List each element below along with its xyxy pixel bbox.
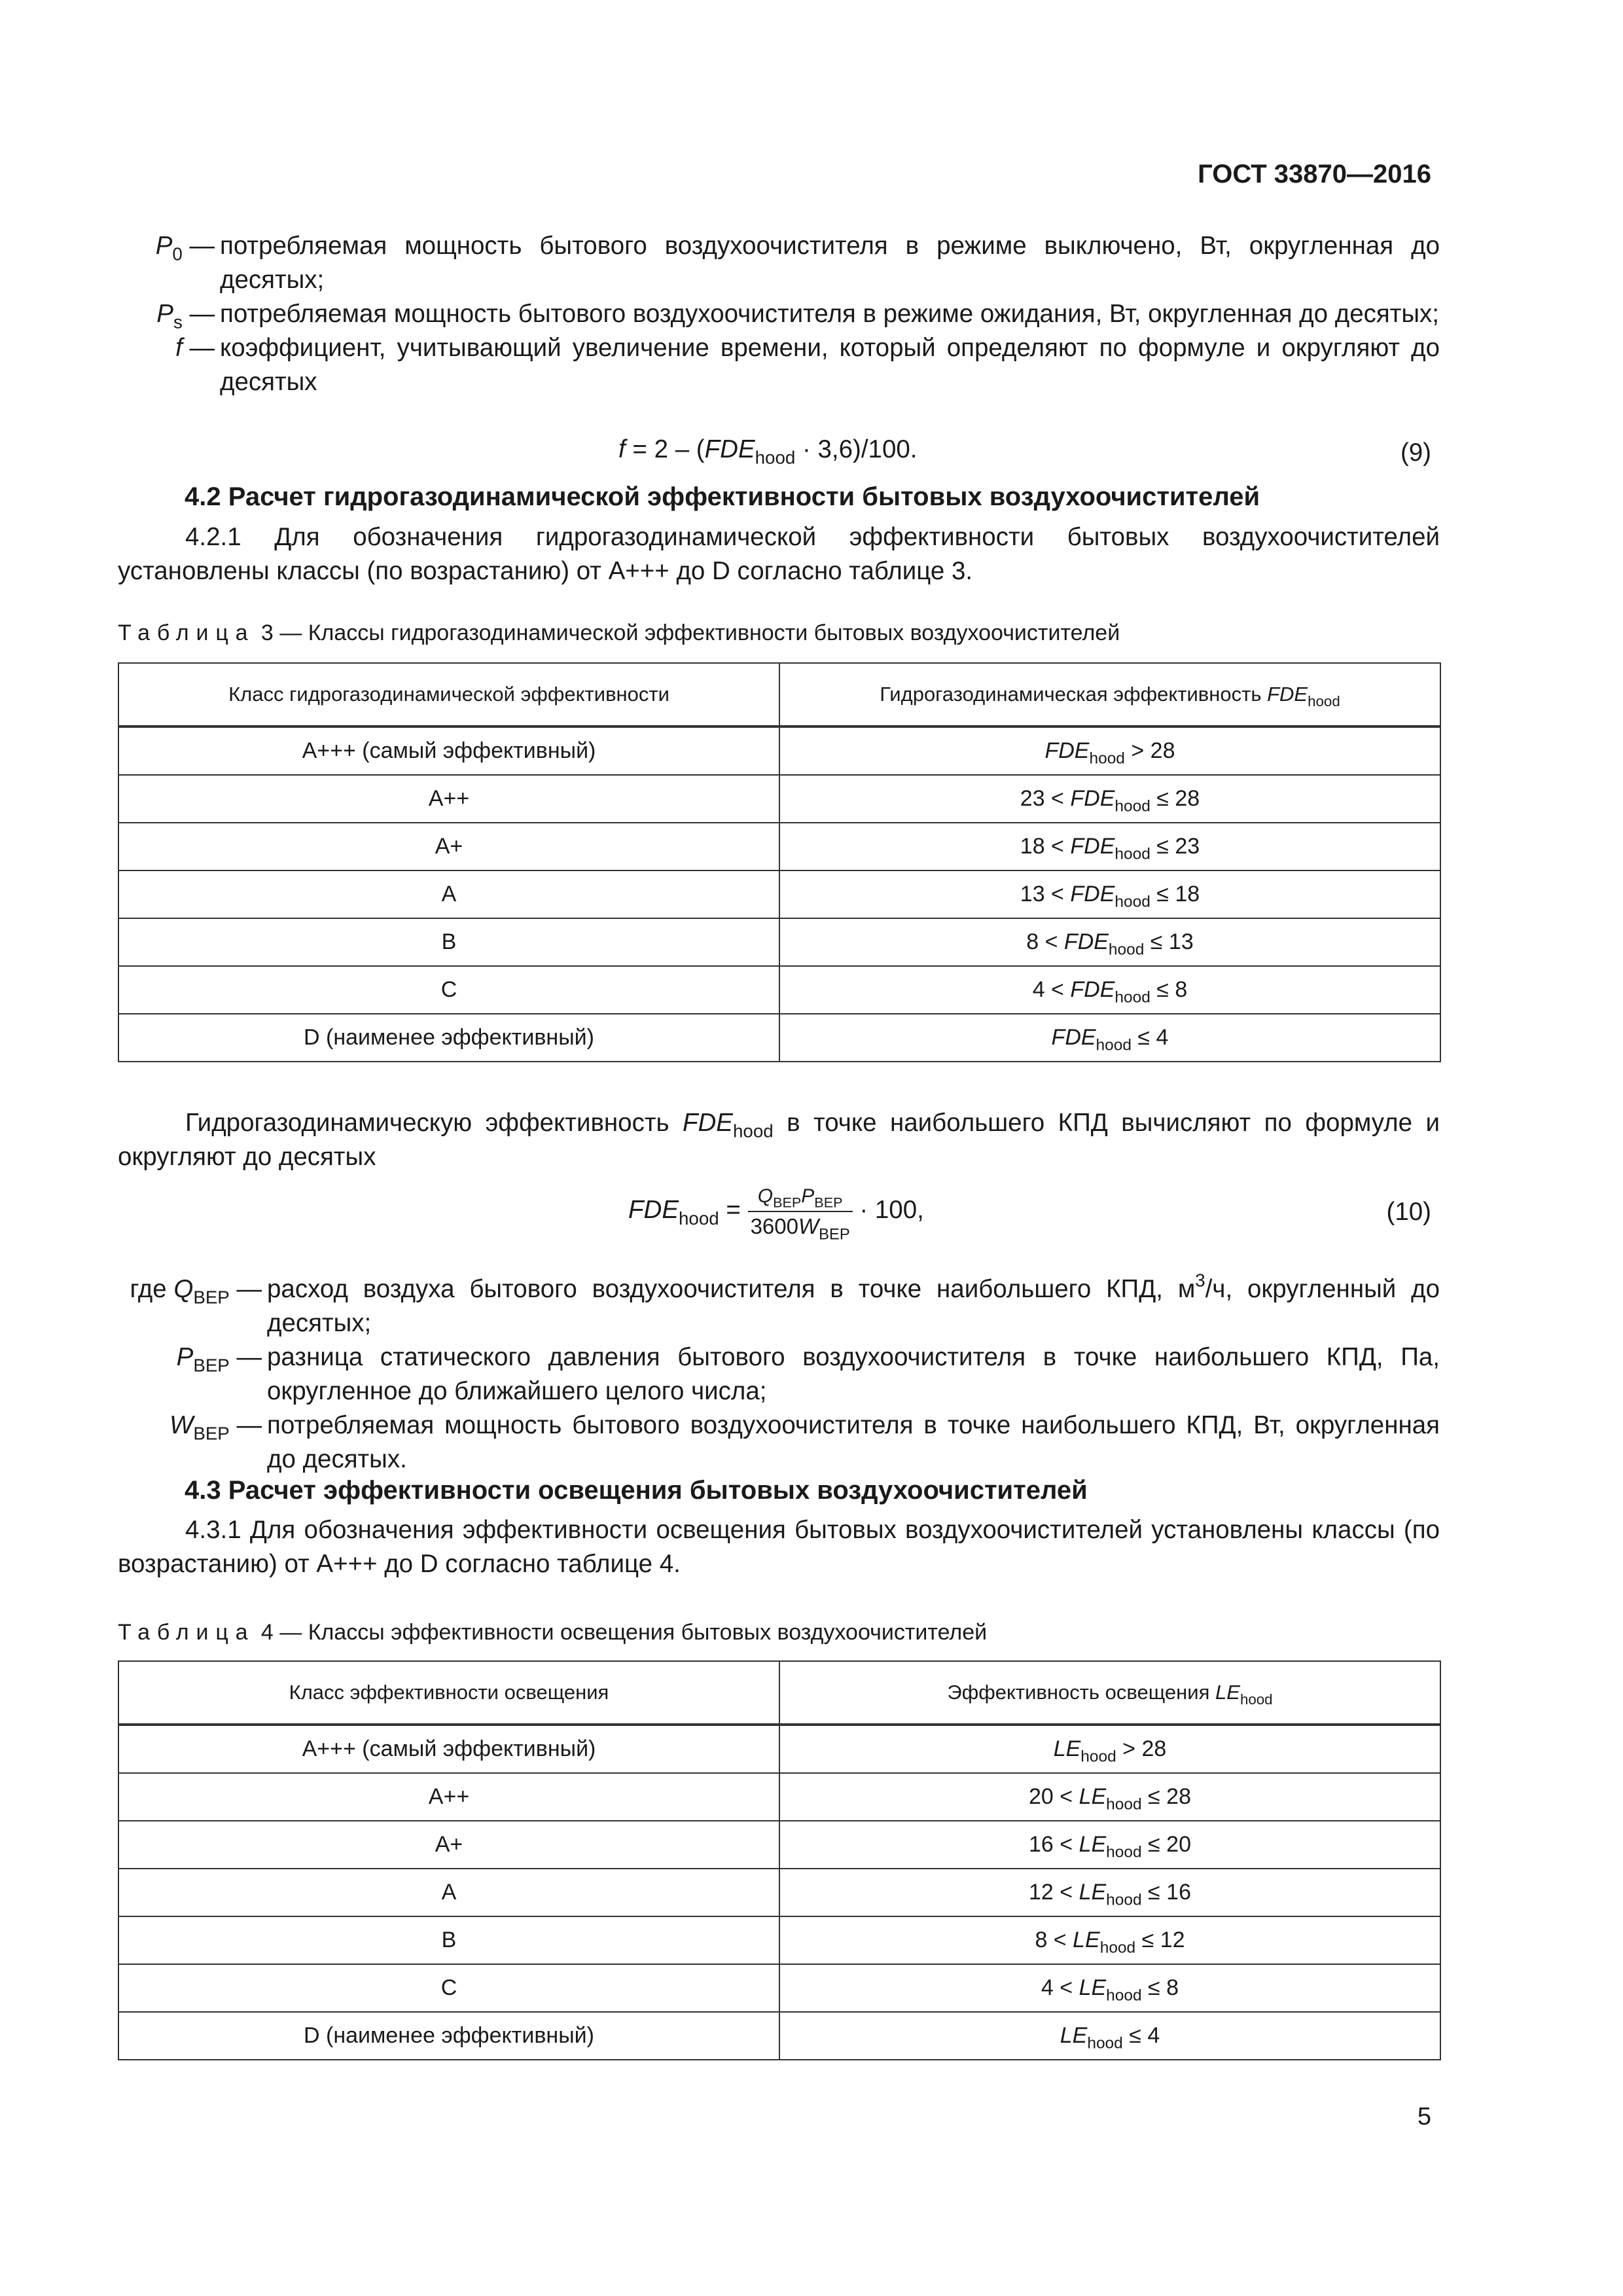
table-3 bbox=[118, 662, 1441, 1062]
paragraph-fde-formula: Гидрогазодинамическую эффективность $FDE_{hood}$ в точке наибольшего КПД вычисляют по формуле и округляют до десятых bbox=[118, 1109, 1440, 1171]
table-header-row bbox=[118, 1661, 1440, 1725]
definition-text: коэффициент, учитывающий увеличение времени, который определяют по формуле и округляют до десятых bbox=[220, 334, 1440, 396]
table-header-cell: Класс эффективности освещения bbox=[118, 1661, 779, 1725]
table-row: C $4 < FDE_{hood} \le 8$ bbox=[118, 966, 1440, 1014]
table-4 bbox=[118, 1660, 1441, 2060]
definition-item: где $Q_{BEP}$ — расход воздуха бытового воздухоочистителя в точке наибольшего КПД, $м^3/ч$, округленный до десятых; bbox=[118, 1272, 1440, 1340]
definitions-list-2 bbox=[118, 1272, 1440, 1477]
formula-9-number: (9) bbox=[1400, 439, 1431, 467]
definition-text: разница статического давления бытового воздухоочистителя в точке наибольшего КПД, Па, округленное до ближайшего целого числа; bbox=[267, 1343, 1440, 1405]
table-row: B $8 < FDE_{hood} \le 13$ bbox=[118, 918, 1440, 966]
table-row: A+++ (самый эффективный) $FDE_{hood} > 28$ bbox=[118, 726, 1440, 775]
fraction: $\frac{Q_{BEP}P_{BEP}}{3600W_{BEP}}$ bbox=[748, 1183, 853, 1240]
table-row: C $4 < LE_{hood} \le 8$ bbox=[118, 1964, 1440, 2012]
definitions-list-1 bbox=[118, 229, 1440, 399]
formula-9: $f = 2 - (FDE_{hood} \cdot 3,6)/100$. bbox=[618, 435, 918, 468]
formula-10-number: (10) bbox=[1386, 1198, 1431, 1226]
table-row: B $8 < LE_{hood} \le 12$ bbox=[118, 1916, 1440, 1964]
section-heading-4-2: 4.2 Расчет гидрогазодинамической эффективности бытовых воздухоочистителей bbox=[185, 482, 1260, 511]
table-row: A++ $23 < FDE_{hood} \le 28$ bbox=[118, 775, 1440, 823]
page-number: 5 bbox=[1417, 2103, 1431, 2130]
definition-item: $W_{BEP}$ — потребляемая мощность бытового воздухоочистителя в точке наибольшего КПД, Вт, округленная до десятых. bbox=[118, 1408, 1440, 1477]
table-row: A $12 < LE_{hood} \le 16$ bbox=[118, 1869, 1440, 1916]
definition-item: $P_0$ — потребляемая мощность бытового воздухоочистителя в режиме выключено, Вт, округленная до десятых; bbox=[118, 229, 1440, 297]
paragraph-4-2-1: 4.2.1 Для обозначения гидрогазодинамической эффективности бытовых воздухоочистителей установлены классы (по возрастанию) от А+++ до D согласно таблице 3. bbox=[118, 523, 1440, 585]
paragraph-4-3-1: 4.3.1 Для обозначения эффективности освещения бытовых воздухоочистителей установлены классы (по возрастанию) от А+++ до D согласно таблице 4. bbox=[118, 1516, 1440, 1578]
definition-item: f — коэффициент, учитывающий увеличение времени, который определяют по формуле и округляют до десятых bbox=[118, 331, 1440, 399]
table-4-caption: Таблица 4 — Классы эффективности освещения бытовых воздухоочистителей bbox=[118, 1620, 988, 1645]
table-header-cell: Класс гидрогазодинамической эффективности bbox=[118, 663, 779, 726]
definition-item: $P_s$ — потребляемая мощность бытового воздухоочистителя в режиме ожидания, Вт, округленная до десятых; bbox=[118, 297, 1440, 331]
section-heading-4-3: 4.3 Расчет эффективности освещения бытовых воздухоочистителей bbox=[185, 1476, 1088, 1505]
table-row: A++ $20 < LE_{hood} \le 28$ bbox=[118, 1773, 1440, 1821]
table-header-cell: Эффективность освещения $LE_{hood}$ bbox=[779, 1661, 1440, 1725]
table-row: A $13 < FDE_{hood} \le 18$ bbox=[118, 870, 1440, 918]
table-3-caption: Таблица 3 — Классы гидрогазодинамической эффективности бытовых воздухоочистителей bbox=[118, 620, 1120, 645]
table-row: D (наименее эффективный) $FDE_{hood} \le 4$ bbox=[118, 1014, 1440, 1062]
table-row: A+ $16 < LE_{hood} \le 20$ bbox=[118, 1821, 1440, 1869]
document-id-header: ГОСТ 33870—2016 bbox=[1198, 160, 1431, 188]
definition-text: расход воздуха бытового воздухоочистителя в точке наибольшего КПД, $м^3/ч$, округленный до десятых; bbox=[267, 1270, 1440, 1337]
definition-text: потребляемая мощность бытового воздухоочистителя в режиме ожидания, Вт, округленная до десятых; bbox=[220, 300, 1439, 328]
table-row: A+ $18 < FDE_{hood} \le 23$ bbox=[118, 823, 1440, 870]
definition-item: $P_{BEP}$ — разница статического давления бытового воздухоочистителя в точке наибольшего КПД, Па, округленное до ближайшего целого числа; bbox=[118, 1340, 1440, 1408]
table-row: A+++ (самый эффективный) $LE_{hood} > 28$ bbox=[118, 1725, 1440, 1773]
table-header-row bbox=[118, 663, 1440, 726]
formula-10: $FDE_{hood}$ = $\frac{Q_{BEP}P_{BEP}}{3600W_{BEP}}$ · 100, bbox=[628, 1183, 924, 1240]
definition-text: потребляемая мощность бытового воздухоочистителя в точке наибольшего КПД, Вт, округленная до десятых. bbox=[267, 1411, 1440, 1473]
definition-text: потребляемая мощность бытового воздухоочистителя в режиме выключено, Вт, округленная до десятых; bbox=[220, 232, 1440, 294]
table-header-cell: Гидрогазодинамическая эффективность $FDE_{hood}$ bbox=[779, 663, 1440, 726]
table-row: D (наименее эффективный) $LE_{hood} \le 4$ bbox=[118, 2012, 1440, 2060]
